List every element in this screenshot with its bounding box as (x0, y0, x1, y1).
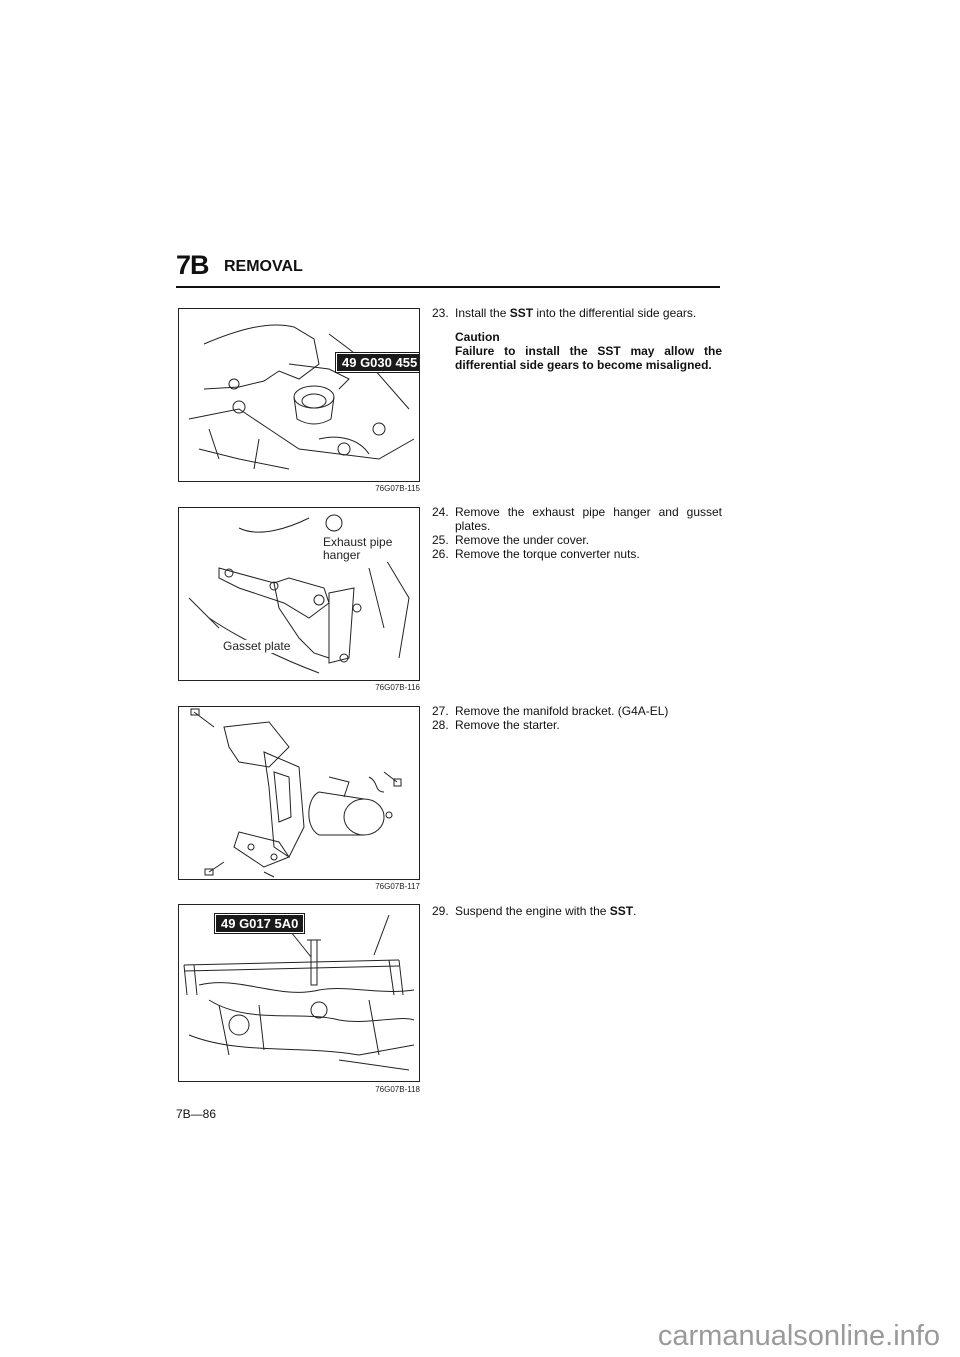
figure-engine-support (178, 904, 420, 1082)
step-23: 23. Install the SST into the differential side gears. (432, 306, 697, 320)
caution-title: Caution (455, 330, 500, 344)
section-number: 7B (176, 250, 209, 280)
step-block-2 (432, 505, 722, 561)
step-24: 24. Remove the exhaust pipe hanger and gusset plates. (432, 505, 722, 533)
page-number: 7B—86 (176, 1107, 217, 1121)
step-block-1 (432, 306, 722, 372)
figure-illustration (179, 508, 419, 680)
section-header (176, 250, 720, 288)
sst-tag: 49 G030 455 (336, 353, 420, 372)
sst-tag: 49 G017 5A0 (215, 914, 304, 933)
section-title: REMOVAL (224, 258, 303, 275)
figure-exhaust-hanger (178, 507, 420, 681)
watermark: carmanualsonline.info (657, 1320, 940, 1352)
figure-illustration (179, 707, 419, 879)
caution-body: Failure to install the SST may allow the differential side gears to become misaligned. (455, 344, 722, 372)
step-27: 27. Remove the manifold bracket. (G4A-EL) (432, 704, 669, 718)
gasset-plate-label: Gasset plate (223, 639, 291, 653)
step-block-3 (432, 704, 722, 732)
step-28: 28. Remove the starter. (432, 718, 560, 732)
step-26: 26. Remove the torque converter nuts. (432, 547, 640, 561)
figure-caption: 76G07B-118 (375, 1085, 420, 1094)
step-block-4 (432, 904, 722, 918)
figure-caption: 76G07B-116 (375, 683, 420, 692)
exhaust-pipe-hanger-label: Exhaust pipe hanger (322, 536, 404, 562)
figure-caption: 76G07B-117 (375, 882, 420, 891)
figure-caption: 76G07B-115 (375, 484, 420, 493)
figure-sst-differential (178, 308, 420, 482)
figure-illustration (179, 309, 419, 481)
step-29: 29. Suspend the engine with the SST. (432, 904, 637, 918)
caution-note (455, 330, 722, 372)
figure-starter-bracket (178, 706, 420, 880)
step-25: 25. Remove the under cover. (432, 533, 590, 547)
